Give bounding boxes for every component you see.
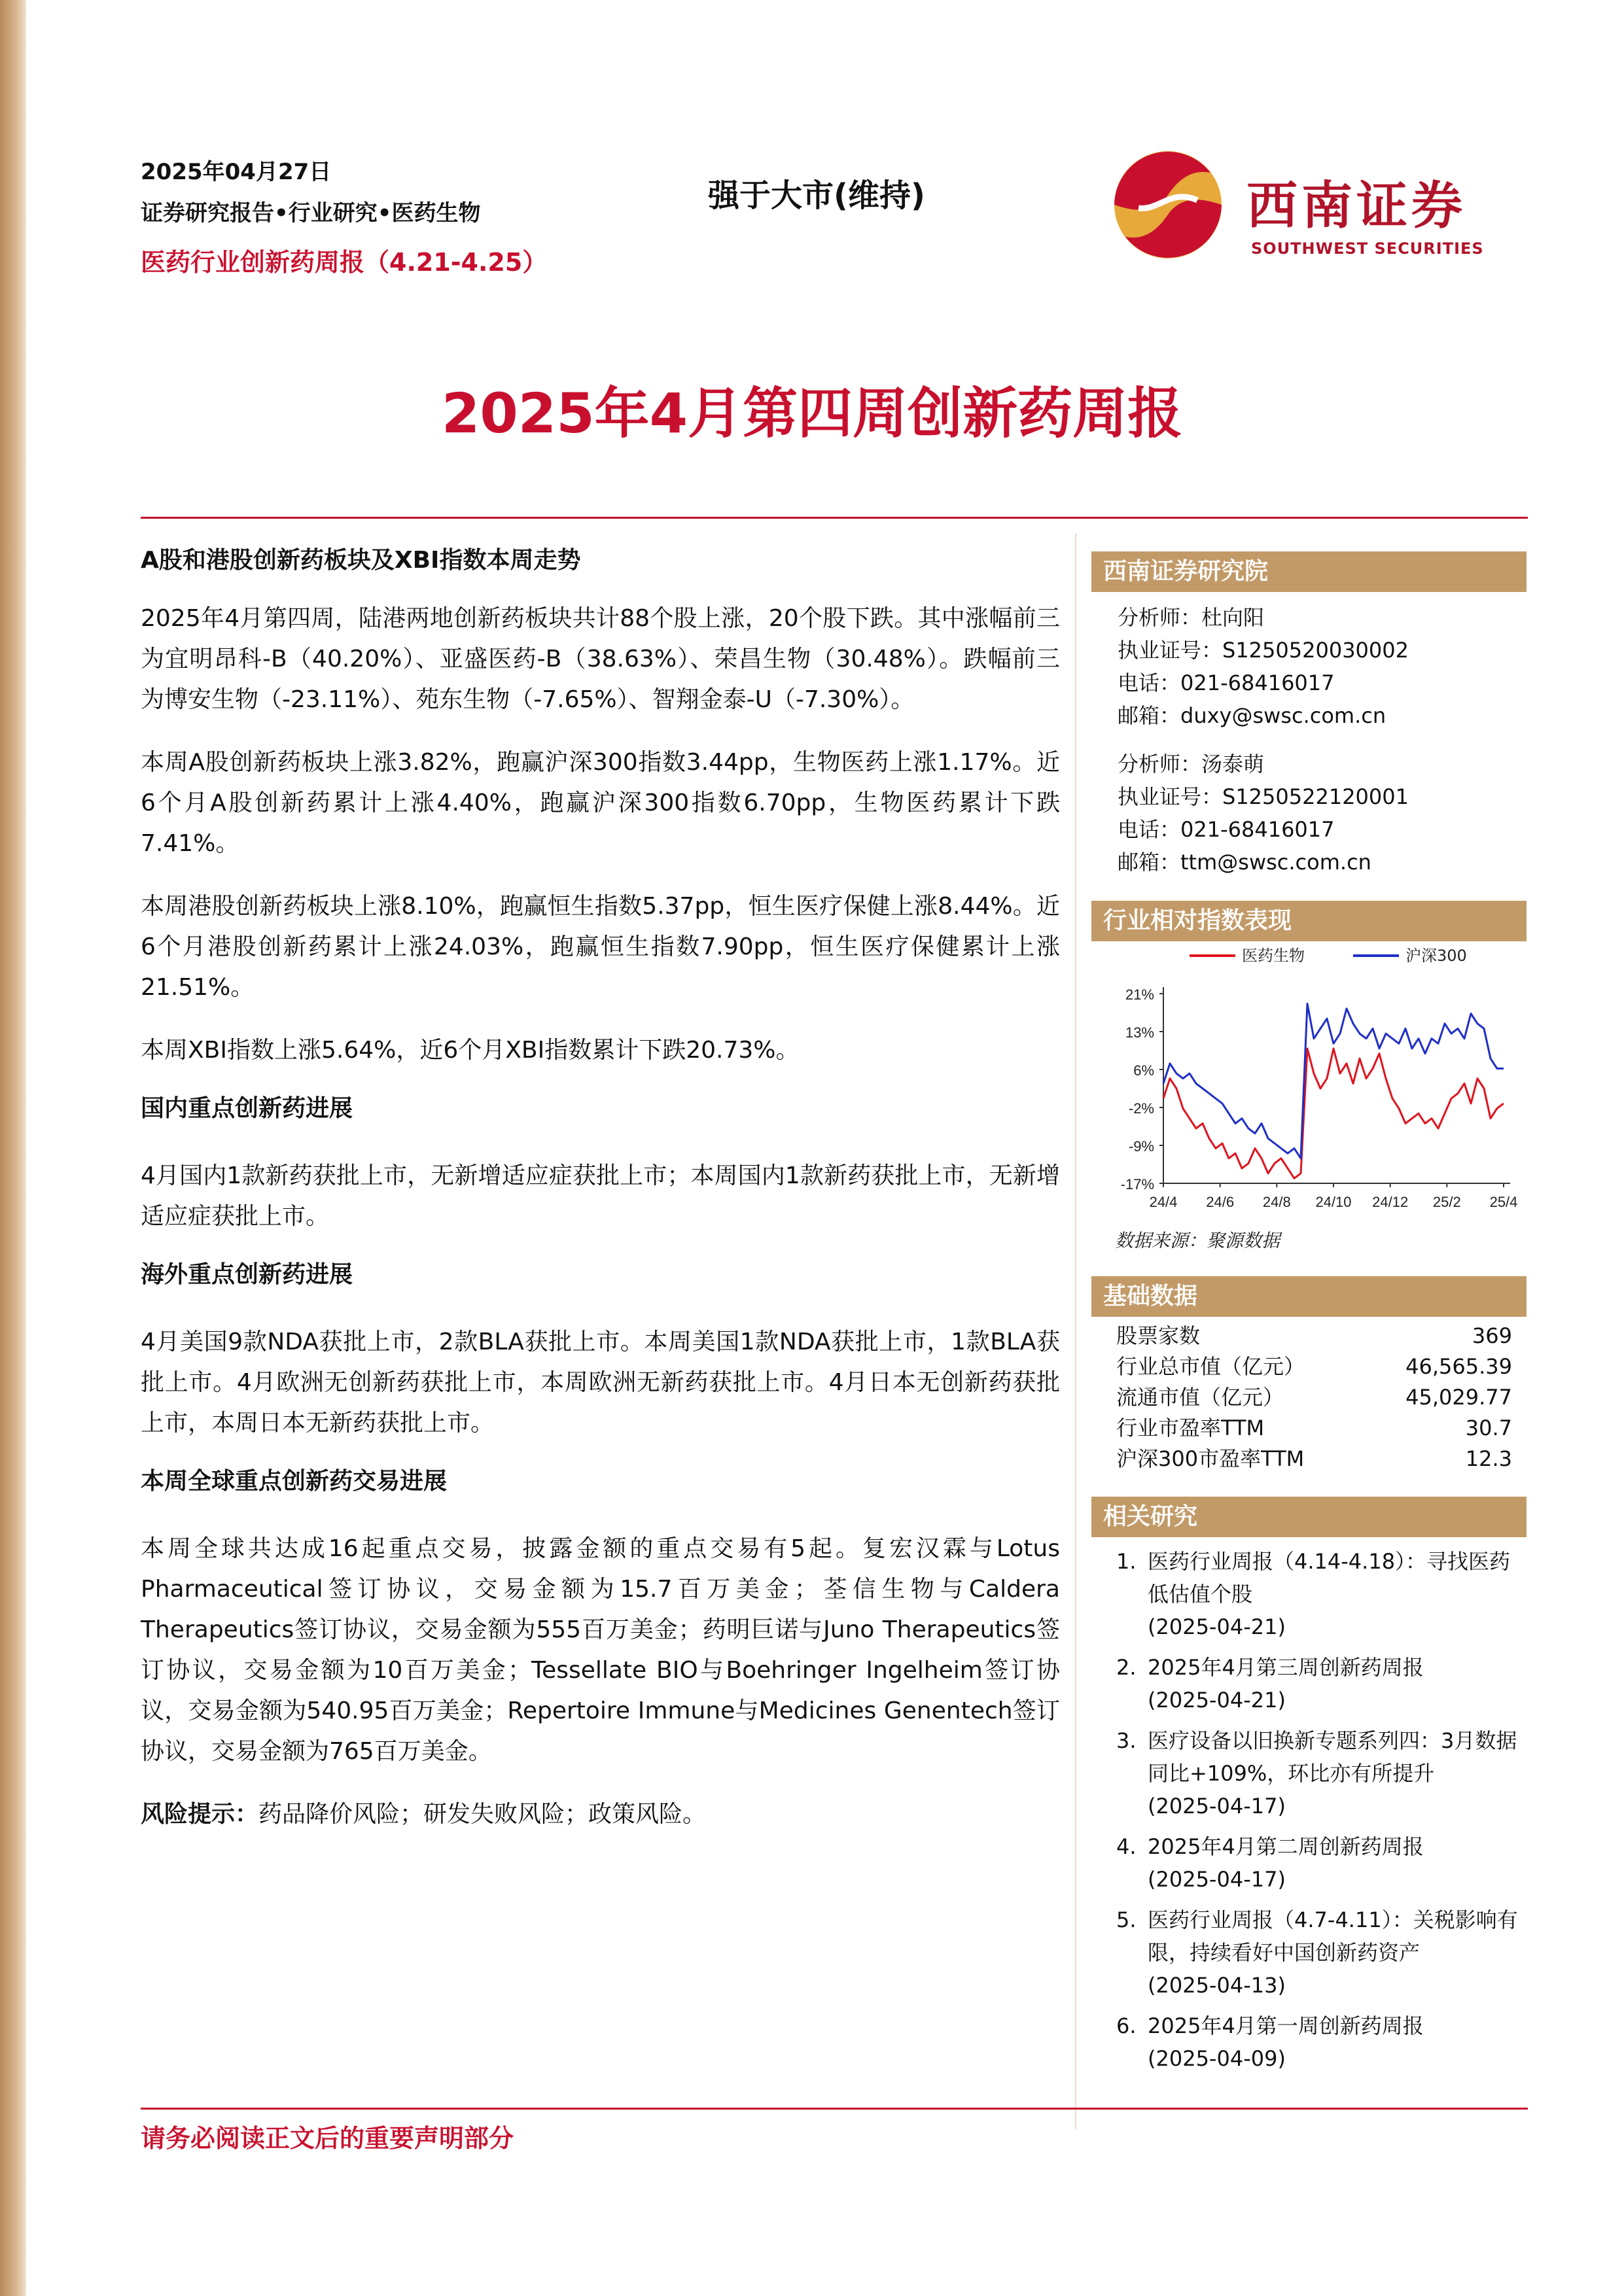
- table-row: [1091, 1321, 1527, 1351]
- analyst-cert: 执业证号：S1250522120001: [1118, 784, 1409, 809]
- row-value: 369: [1472, 1323, 1512, 1348]
- sidebar: [1091, 551, 1527, 2083]
- analyst-name: 分析师：汤泰萌: [1118, 752, 1265, 776]
- section-heading: 国内重点创新药进展: [141, 1095, 353, 1122]
- page-title: 2025年4月第四周创新药周报: [441, 381, 1183, 445]
- research-title: 2025年4月第二周创新药周报: [1148, 1834, 1424, 1859]
- research-item[interactable]: [1116, 1830, 1527, 1896]
- chart-source: 数据来源：聚源数据: [1115, 1230, 1280, 1251]
- institute-heading: 西南证券研究院: [1091, 551, 1527, 592]
- row-label: 流通市值（亿元）: [1116, 1385, 1284, 1410]
- section-heading: 本周全球重点创新药交易进展: [141, 1468, 448, 1495]
- legend-label: 沪深300: [1405, 947, 1467, 965]
- paragraph: 4月国内1款新药获批上市，无新增适应症获批上市；本周国内1款新药获批上市，无新增适应症获批上市。: [141, 1162, 1060, 1230]
- research-num: 2.: [1116, 1655, 1137, 1680]
- row-value: 12.3: [1465, 1446, 1512, 1471]
- series-line-hs300: [1163, 1003, 1504, 1158]
- paragraph: 本周全球共达成16起重点交易，披露金额的重点交易有5起。复宏汉霖与Lotus Pharmaceutical签订协议，交易金额为15.7百万美金；荃信生物与Caldera Therapeutics签订协议，交易金额为555百万美金；药明巨诺与Juno Therapeutics签订协议，交易金额为10百万美金；Tessellate BIO与Boehringer Ingelheim签订协议，交易金额为540.95百万美金；Repertoire Immune与Medicines Genentech签订协议，交易金额为765百万美金。: [141, 1535, 1060, 1765]
- row-label: 沪深300市盈率TTM: [1116, 1446, 1305, 1471]
- basic-data-table: [1091, 1321, 1527, 1474]
- research-title: 2025年4月第一周创新药周报: [1148, 2013, 1424, 2038]
- section-heading: A股和港股创新药板块及XBI指数本周走势: [141, 547, 581, 574]
- research-date: (2025-04-17): [1148, 1794, 1286, 1818]
- research-title: 医疗设备以旧换新专题系列四：3月数据同比+109%，环比亦有所提升: [1148, 1728, 1517, 1786]
- risk-label: 风险提示：: [141, 1801, 259, 1828]
- x-tick-label: 24/8: [1262, 1194, 1291, 1210]
- section-heading: 海外重点创新药进展: [141, 1261, 353, 1288]
- series-line-pharma: [1163, 1049, 1504, 1179]
- industry-rating: 强于大市(维持): [708, 177, 925, 214]
- research-item[interactable]: [1116, 1651, 1527, 1716]
- table-row: [1091, 1413, 1527, 1444]
- report-date: 2025年04月27日: [141, 159, 332, 185]
- y-tick-label: -17%: [1120, 1176, 1154, 1192]
- logo-name-en: SOUTHWEST SECURITIES: [1251, 239, 1484, 258]
- research-item[interactable]: [1116, 2009, 1527, 2075]
- risk-warning: [141, 1794, 1060, 1835]
- side-decoration-strip: [0, 0, 26, 2296]
- report-type: 证券研究报告•行业研究•医药生物: [141, 200, 481, 226]
- x-tick-label: 24/12: [1372, 1194, 1409, 1210]
- research-num: 5.: [1116, 1907, 1137, 1932]
- research-date: (2025-04-09): [1148, 2046, 1286, 2071]
- analyst-cert: 执业证号：S1250520030002: [1118, 638, 1409, 663]
- research-title: 2025年4月第三周创新药周报: [1148, 1655, 1424, 1680]
- paragraph: 本周XBI指数上涨5.64%，近6个月XBI指数累计下跌20.73%。: [141, 1037, 800, 1064]
- footer-disclaimer: 请务必阅读正文后的重要声明部分: [141, 2123, 514, 2153]
- table-row: [1091, 1351, 1527, 1382]
- analyst-phone: 电话：021-68416017: [1118, 670, 1335, 695]
- chart-svg: [1091, 941, 1527, 1223]
- x-tick-label: 24/10: [1315, 1194, 1352, 1210]
- x-tick-label: 25/4: [1489, 1194, 1518, 1210]
- report-subtitle: 医药行业创新药周报（4.21-4.25）: [141, 248, 548, 277]
- analyst-email[interactable]: 邮箱：ttm@swsc.com.cn: [1118, 850, 1371, 875]
- row-value: 30.7: [1465, 1416, 1512, 1440]
- related-research-list: [1091, 1545, 1527, 2075]
- chart-heading: 行业相对指数表现: [1091, 901, 1527, 941]
- analyst-card: [1091, 601, 1527, 732]
- research-title: 医药行业周报（4.7-4.11）：关税影响有限，持续看好中国创新药资产: [1148, 1907, 1518, 1965]
- research-num: 3.: [1116, 1728, 1137, 1753]
- basic-data-heading: 基础数据: [1091, 1276, 1527, 1317]
- analyst-card: [1091, 748, 1527, 878]
- paragraph: 本周港股创新药板块上涨8.10%，跑赢恒生指数5.37pp，恒生医疗保健上涨8.44%。近6个月港股创新药累计上涨24.03%，跑赢恒生指数7.90pp，恒生医疗保健累计上涨21.51%。: [141, 893, 1060, 1001]
- x-tick-label: 24/6: [1206, 1194, 1235, 1210]
- x-tick-label: 24/4: [1149, 1194, 1178, 1210]
- analyst-email[interactable]: 邮箱：duxy@swsc.com.cn: [1118, 703, 1386, 728]
- research-item[interactable]: [1116, 1724, 1527, 1822]
- research-item[interactable]: [1116, 1904, 1527, 2002]
- title-divider: [141, 517, 1528, 519]
- paragraph: 2025年4月第四周，陆港两地创新药板块共计88个股上涨，20个股下跌。其中涨幅前三为宜明昂科-B（40.20%）、亚盛医药-B（38.63%）、荣昌生物（30.48%）。跌幅前三为博安生物（-23.11%）、苑东生物（-7.65%）、智翔金泰-U（-7.30%）。: [141, 605, 1060, 713]
- research-date: (2025-04-17): [1148, 1867, 1286, 1892]
- logo-emblem-icon: [1112, 149, 1224, 260]
- row-label: 行业总市值（亿元）: [1116, 1354, 1305, 1379]
- row-label: 股票家数: [1116, 1323, 1201, 1348]
- y-tick-label: -2%: [1128, 1100, 1154, 1117]
- legend-label: 医药生物: [1242, 947, 1305, 965]
- row-label: 行业市盈率TTM: [1116, 1416, 1265, 1440]
- row-value: 46,565.39: [1405, 1354, 1512, 1379]
- research-date: (2025-04-21): [1148, 1614, 1286, 1639]
- main-content: [141, 545, 1060, 1835]
- research-title: 医药行业周报（4.14-4.18）：寻找医药低估值个股: [1148, 1549, 1511, 1607]
- row-value: 45,029.77: [1405, 1385, 1512, 1410]
- paragraph: 4月美国9款NDA获批上市，2款BLA获批上市。本周美国1款NDA获批上市，1款BLA获批上市。4月欧洲无创新药获批上市，本周欧洲无新药获批上市。4月日本无创新药获批上市，本周日本无新药获批上市。: [141, 1329, 1060, 1436]
- analyst-name: 分析师：杜向阳: [1118, 605, 1265, 630]
- research-date: (2025-04-21): [1148, 1688, 1286, 1713]
- research-num: 1.: [1116, 1549, 1137, 1574]
- related-research-heading: 相关研究: [1091, 1497, 1527, 1537]
- research-date: (2025-04-13): [1148, 1973, 1286, 1998]
- risk-text: 药品降价风险；研发失败风险；政策风险。: [258, 1801, 707, 1828]
- y-tick-label: 21%: [1125, 986, 1154, 1003]
- index-chart: [1091, 941, 1527, 1223]
- paragraph: 本周A股创新药板块上涨3.82%，跑赢沪深300指数3.44pp，生物医药上涨1.17%。近6个月A股创新药累计上涨4.40%，跑赢沪深300指数6.70pp，生物医药累计下跌7.41%。: [141, 749, 1060, 857]
- logo-name-cn: 西南证券: [1246, 176, 1467, 235]
- y-tick-label: 13%: [1125, 1024, 1154, 1041]
- research-num: 4.: [1116, 1834, 1137, 1859]
- analyst-phone: 电话：021-68416017: [1118, 817, 1335, 842]
- research-item[interactable]: [1116, 1545, 1527, 1643]
- company-logo: [1112, 149, 1518, 260]
- research-num: 6.: [1116, 2013, 1137, 2038]
- x-tick-label: 25/2: [1432, 1194, 1461, 1210]
- y-tick-label: -9%: [1128, 1138, 1154, 1155]
- footer-divider: [141, 2108, 1528, 2110]
- table-row: [1091, 1444, 1527, 1474]
- table-row: [1091, 1382, 1527, 1413]
- y-tick-label: 6%: [1133, 1062, 1154, 1079]
- column-divider: [1075, 533, 1076, 2129]
